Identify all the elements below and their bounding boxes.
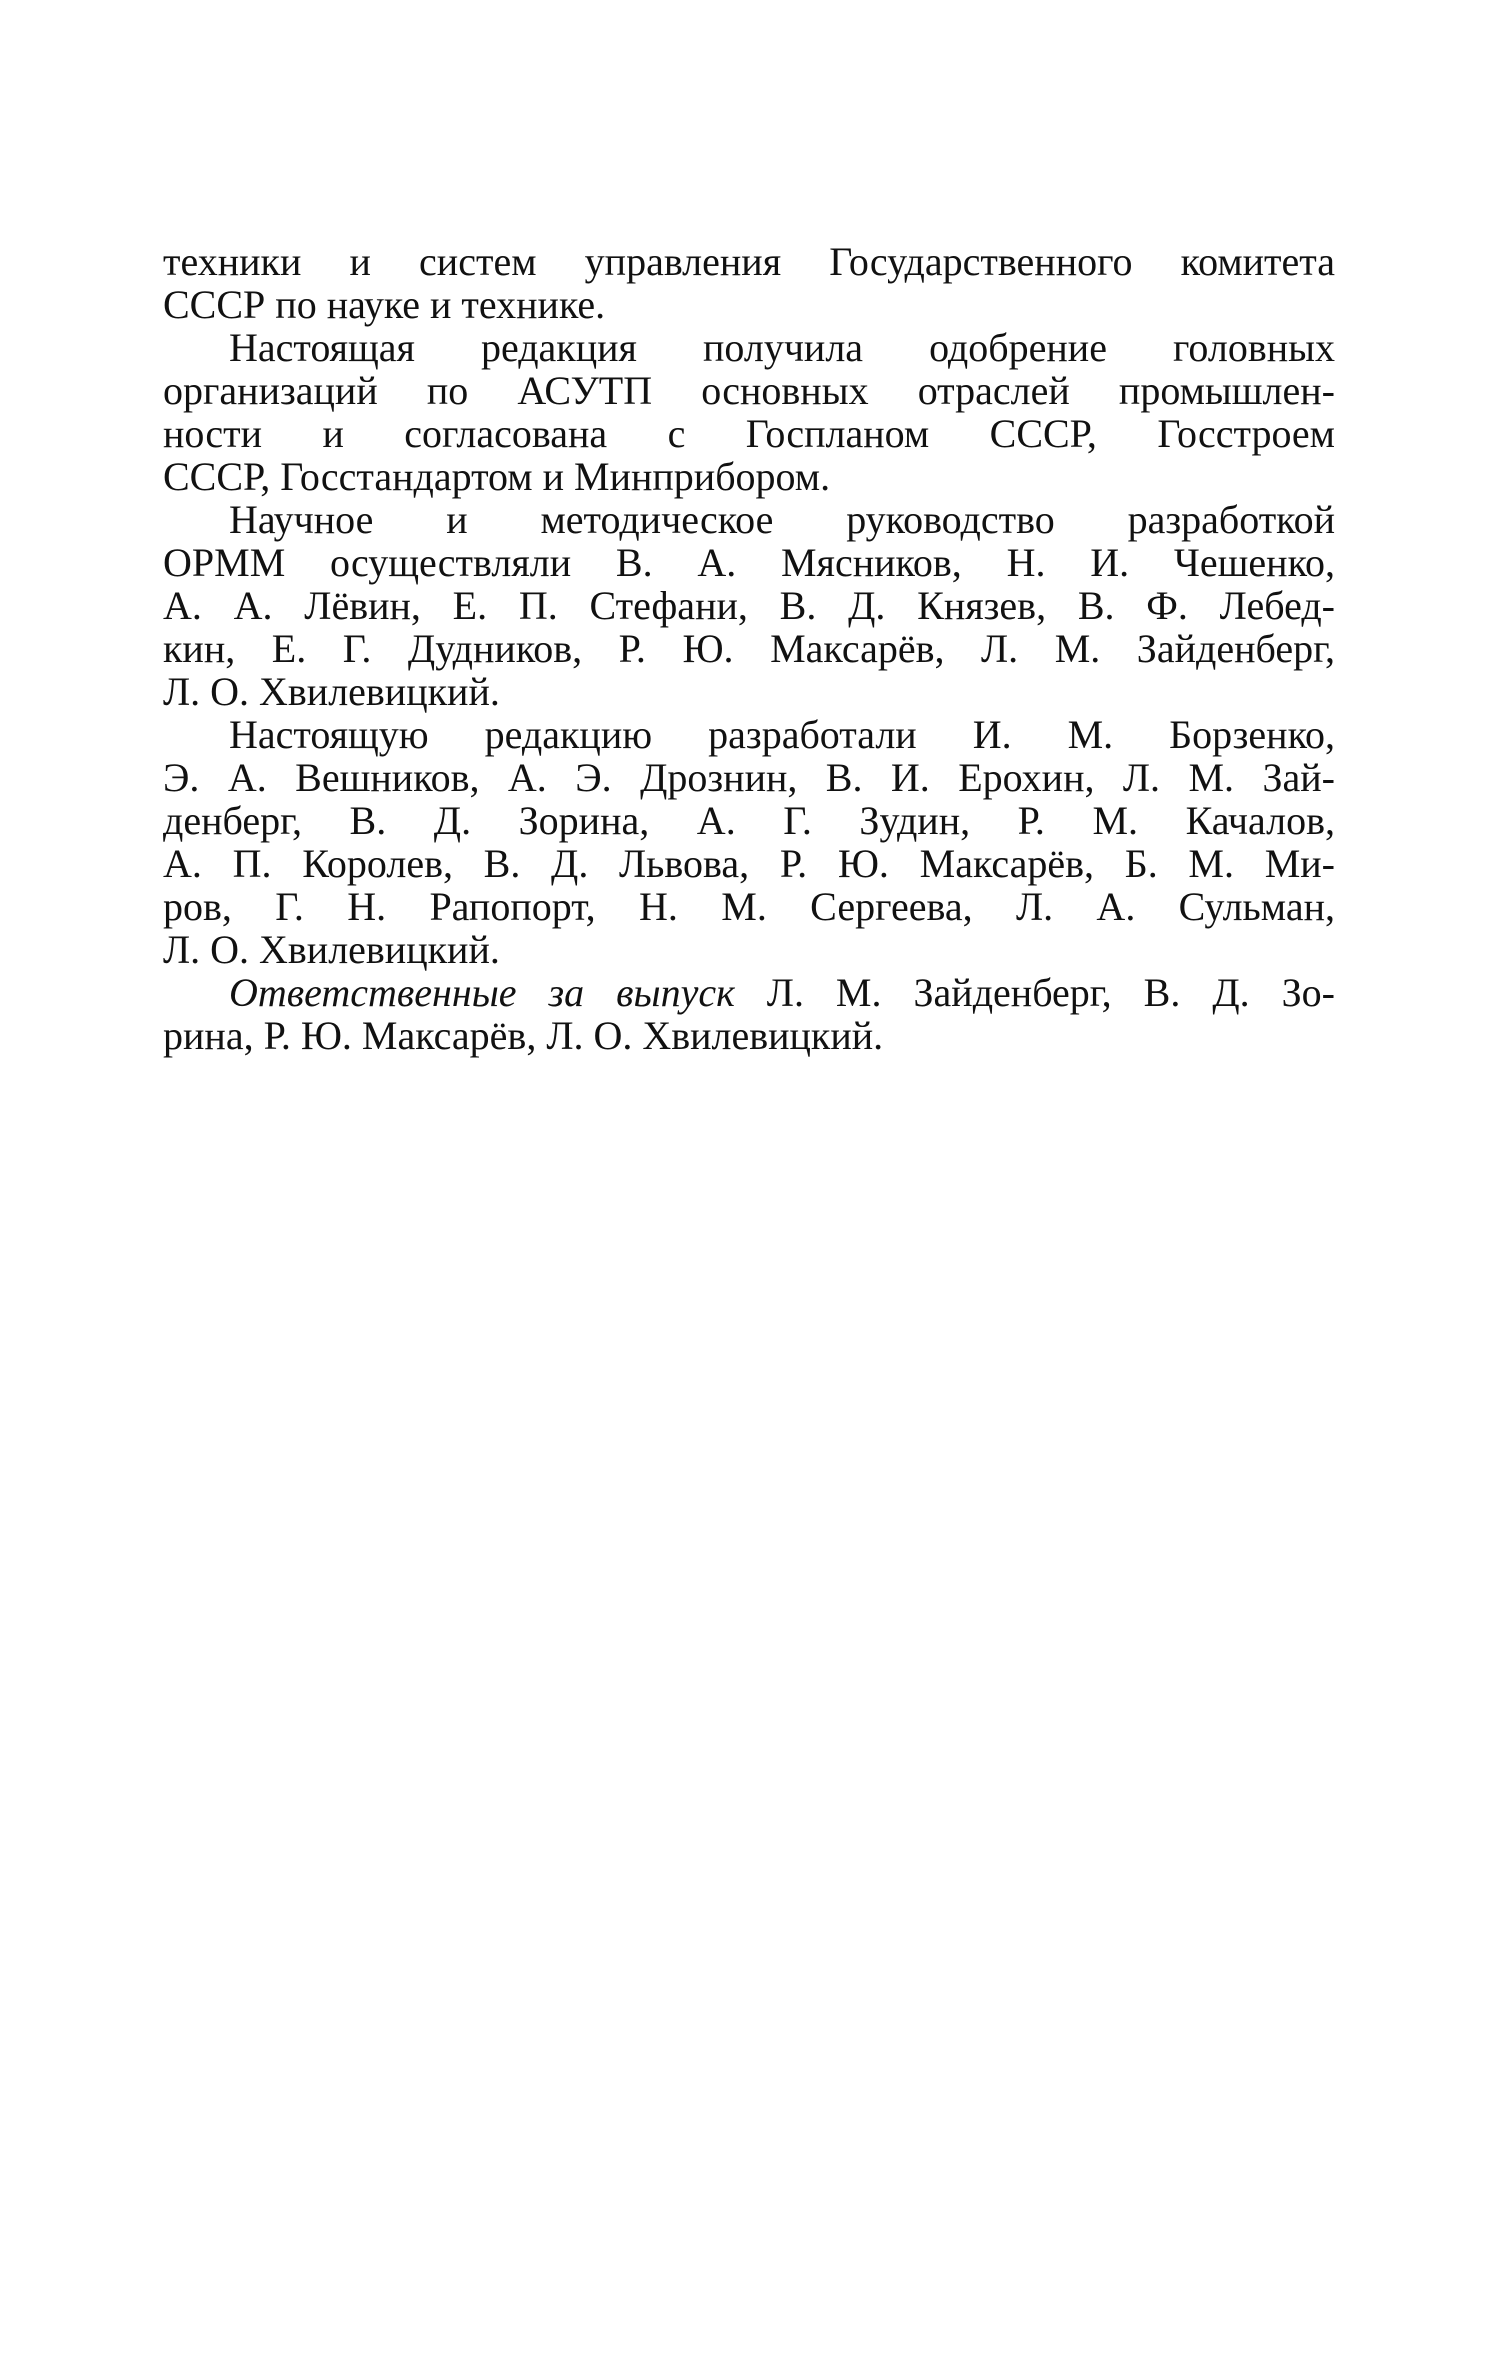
italic-lead: Ответственные за выпуск bbox=[229, 970, 735, 1015]
paragraph-scientific-guidance bbox=[163, 498, 1335, 713]
text-line: Настоящая редакция получила одобрение головных bbox=[229, 325, 1335, 370]
text-line: Л. О. Хвилевицкий. bbox=[163, 669, 500, 714]
paragraph-continuation bbox=[163, 240, 1335, 326]
text-line: СССР по науке и технике. bbox=[163, 282, 606, 327]
text-line: кин, Е. Г. Дудников, Р. Ю. Максарёв, Л. М. Зайденберг, bbox=[163, 626, 1335, 671]
text-line: Научное и методическое руководство разработкой bbox=[229, 497, 1335, 542]
text-line: ров, Г. Н. Рапопорт, Н. М. Сергеева, Л. А. Сульман, bbox=[163, 884, 1335, 929]
text-line: техники и систем управления Государственного комитета bbox=[163, 239, 1335, 284]
text-line: А. А. Лёвин, Е. П. Стефани, В. Д. Князев, В. Ф. Лебед- bbox=[163, 583, 1335, 628]
document-body bbox=[163, 240, 1335, 1057]
paragraph-responsible bbox=[163, 971, 1335, 1057]
text-line: Л. О. Хвилевицкий. bbox=[163, 927, 500, 972]
text-run: Л. М. Зайденберг, В. Д. Зо- bbox=[734, 970, 1335, 1015]
text-line: ности и согласована с Госпланом СССР, Госстроем bbox=[163, 411, 1335, 456]
text-line: Э. А. Вешников, А. Э. Дрознин, В. И. Ерохин, Л. М. Зай- bbox=[163, 755, 1335, 800]
text-line: Настоящую редакцию разработали И. М. Борзенко, bbox=[229, 712, 1335, 757]
paragraph-developers bbox=[163, 713, 1335, 971]
text-line: организаций по АСУТП основных отраслей промышлен- bbox=[163, 368, 1335, 413]
text-line: ОРММ осуществляли В. А. Мясников, Н. И. Чешенко, bbox=[163, 540, 1335, 585]
text-line: денберг, В. Д. Зорина, А. Г. Зудин, Р. М. Качалов, bbox=[163, 798, 1335, 843]
text-line: СССР, Госстандартом и Минприбором. bbox=[163, 454, 831, 499]
text-line: А. П. Королев, В. Д. Львова, Р. Ю. Максарёв, Б. М. Ми- bbox=[163, 841, 1335, 886]
text-line bbox=[163, 971, 1335, 1014]
text-line: рина, Р. Ю. Максарёв, Л. О. Хвилевицкий. bbox=[163, 1013, 884, 1058]
paragraph-approval bbox=[163, 326, 1335, 498]
